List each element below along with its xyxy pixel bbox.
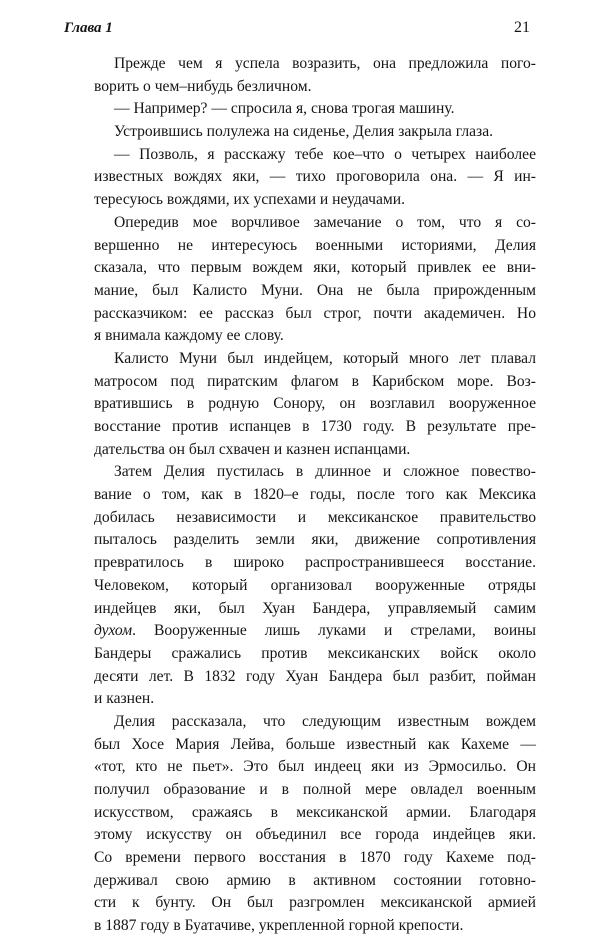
text-line: был Хосе Мария Лейва, больше известный как Кахеме — xyxy=(94,735,536,753)
text-line: Устроившись полулежа на сиденье, Делия закрыла глаза. xyxy=(114,123,494,141)
text-line: получил образование и в полной мере овладел военным xyxy=(94,781,536,798)
text-line: в 1887 году в Буатачиве, укрепленной горной крепости. xyxy=(94,917,464,935)
text-line: Затем Делия пустилась в длинное и сложное повество- xyxy=(114,463,536,481)
page-number: 21 xyxy=(514,19,530,36)
text-line: пыталось разделить земли яки, движение сопротивления xyxy=(94,531,536,549)
text-line: вратившись в родную Сонору, он возглавил вооруженное xyxy=(94,395,536,413)
text-line: ворить о чем–нибудь безличном. xyxy=(94,77,312,95)
text-line: сти к бунту. Он был разгромлен мексиканской армией xyxy=(94,894,536,912)
chapter-title: Глава 1 xyxy=(64,20,113,36)
text-line: индейцев яки, был Хуан Бандера, управляемый самим xyxy=(94,599,536,617)
text-line: и казнен. xyxy=(94,690,155,708)
text-line: восстание против испанцев в 1730 году. В результате пре- xyxy=(94,418,536,435)
text-line: искусством, сражаясь в мексиканской армии. Благодаря xyxy=(94,803,536,821)
text-line: «тот, кто не пьет». Это был индеец яки из Эрмосильо. Он xyxy=(94,758,536,776)
text-line: — Например? — спросила я, снова трогая машину. xyxy=(114,100,455,118)
text-line: я внимала каждому ее слову. xyxy=(94,327,284,345)
text-line: известных вождях яки, — тихо проговорила она. — Я ин- xyxy=(94,168,536,186)
text-line: Бандеры сражались против мексиканских войск около xyxy=(94,644,536,662)
text-line: Человеком, который организовал вооруженные отряды xyxy=(94,576,536,594)
text-line: Со времени первого восстания в 1870 году Кахеме под- xyxy=(94,849,536,867)
text-line: Прежде чем я успела возразить, она предложила пого- xyxy=(114,55,536,72)
text-line: тересуюсь вождями, их успехами и неудачами. xyxy=(94,191,405,209)
text-line: десяти лет. В 1832 году Хуан Бандера был разбит, пойман xyxy=(94,667,536,685)
text-line: этому искусству он объединил все города индейцев яки. xyxy=(94,826,536,844)
text-line: вершенно не интересуюсь военными историями, Делия xyxy=(94,236,536,254)
text-line: сказала, что первым вождем яки, который привлек ее вни- xyxy=(94,259,536,277)
text-line: добилась независимости и мексиканское правительство xyxy=(94,508,536,526)
text-line: мание, был Калисто Муни. Она не была прирожденным xyxy=(94,281,536,299)
text-line: Опередив мое ворчливое замечание о том, что я со- xyxy=(114,213,536,231)
text-line: держивал свою армию в активном состоянии готовно- xyxy=(94,871,536,889)
text-line: рассказчиком: ее рассказ был строг, почти академичен. Но xyxy=(94,304,536,322)
text-line: Делия рассказала, что следующим известным вождем xyxy=(114,712,536,730)
text-line: Калисто Муни был индейцем, который много лет плавал xyxy=(114,349,536,367)
text-line: матросом под пиратским флагом в Карибском море. Воз- xyxy=(94,372,536,390)
text-line: — Позволь, я расскажу тебе кое–что о четырех наиболее xyxy=(114,145,536,163)
text-line: превратилось в широко распространившееся восстание. xyxy=(94,554,536,572)
text-line: вание о том, как в 1820–е годы, после того как Мексика xyxy=(94,486,536,504)
text-line: духом. Вооруженные лишь луками и стрелами, воины xyxy=(94,622,536,640)
text-line: дательства он был схвачен и казнен испанцами. xyxy=(94,440,411,458)
body-text xyxy=(94,53,536,938)
